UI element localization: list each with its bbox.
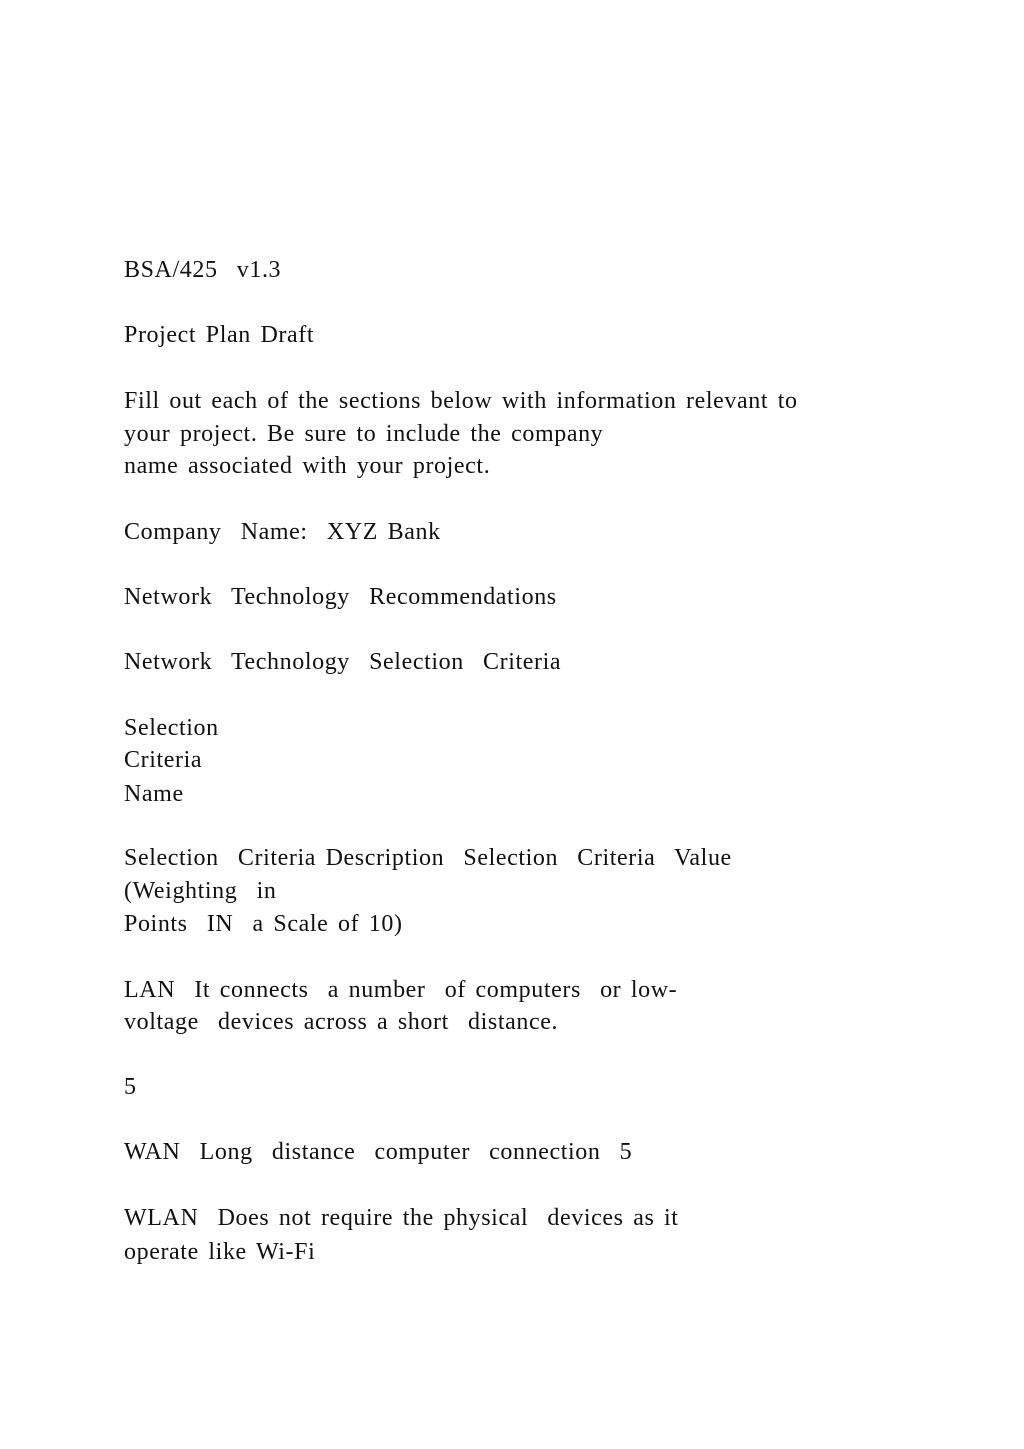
document-title: Project Plan Draft <box>124 322 315 348</box>
criteria-desc-header-line-2: (Weighting in <box>124 878 277 904</box>
course-code: BSA/425 v1.3 <box>124 257 282 283</box>
lan-row-line-1: LAN It connects a number of computers or low- <box>124 977 678 1003</box>
company-name: Company Name: XYZ Bank <box>124 519 441 545</box>
section-heading-recommendations: Network Technology Recommendations <box>124 584 557 610</box>
instructions-line-3: name associated with your project. <box>124 453 491 479</box>
criteria-desc-header-line-3: Points IN a Scale of 10) <box>124 911 403 937</box>
instructions-line-1: Fill out each of the sections below with information relevant to <box>124 388 798 414</box>
instructions-line-2: your project. Be sure to include the company <box>124 421 604 447</box>
criteria-name-header-line-3: Name <box>124 781 184 807</box>
criteria-desc-header-line-1: Selection Criteria Description Selection Criteria Value <box>124 845 732 871</box>
wan-row: WAN Long distance computer connection 5 <box>124 1139 633 1165</box>
wlan-row-line-2: operate like Wi-Fi <box>124 1239 316 1265</box>
section-heading-selection-criteria: Network Technology Selection Criteria <box>124 649 562 675</box>
wlan-row-line-1: WLAN Does not require the physical devices as it <box>124 1205 679 1231</box>
criteria-name-header-line-1: Selection <box>124 715 219 741</box>
lan-row-line-2: voltage devices across a short distance. <box>124 1009 559 1035</box>
criteria-name-header-line-2: Criteria <box>124 747 203 773</box>
lan-row-value: 5 <box>124 1074 137 1100</box>
